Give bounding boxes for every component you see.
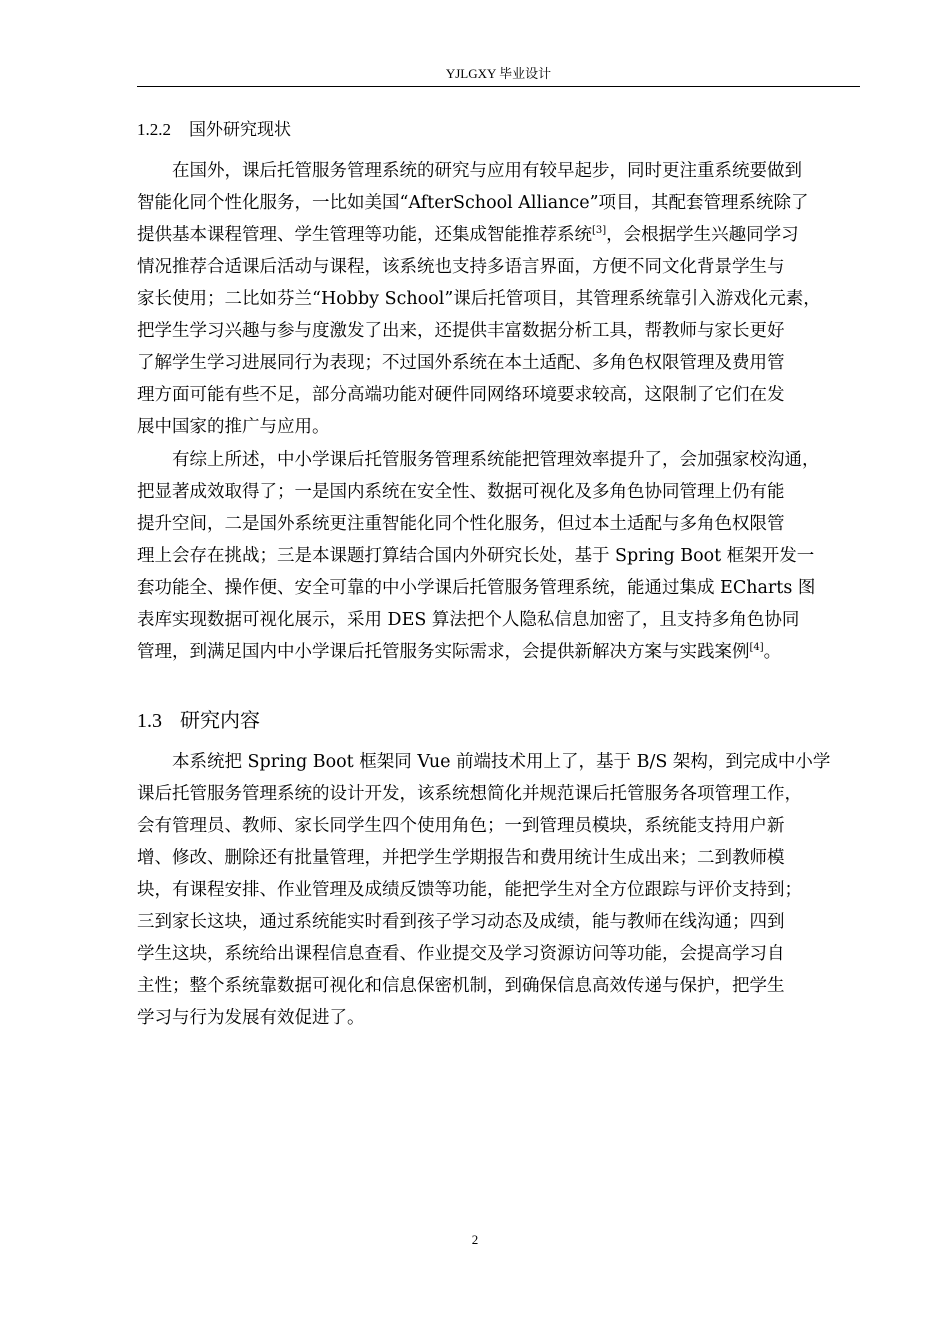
- page-header: YJLGXY 毕业设计: [445, 66, 552, 81]
- line-text: 管理，到满足国内中小学课后托管服务实际需求，会提供新解决方案与实践案例: [137, 642, 750, 662]
- paragraph-line: 块，有课程安排、作业管理及成绩反馈等功能，能把学生对全方位跟踪与评价支持到；: [137, 880, 802, 900]
- paragraph-line: 在国外，课后托管服务管理系统的研究与应用有较早起步，同时更注重系统要做到: [172, 161, 802, 181]
- paragraph-line: 了解学生学习进展同行为表现；不过国外系统在本土适配、多角色权限管理及费用管: [137, 353, 785, 373]
- section-title: 研究内容: [180, 708, 260, 732]
- paragraph-line: 课后托管服务管理系统的设计开发，该系统想简化并规范课后托管服务各项管理工作，: [137, 784, 802, 804]
- paragraph-line: 展中国家的推广与应用。: [137, 417, 330, 437]
- paragraph-line: 理上会存在挑战；三是本课题打算结合国内外研究长处，基于 Spring Boot 框架开发一: [137, 546, 815, 566]
- paragraph-line: 把显著成效取得了；一是国内系统在安全性、数据可视化及多角色协同管理上仍有能: [137, 482, 785, 502]
- paragraph-line: 情况推荐合适课后活动与课程，该系统也支持多语言界面，方便不同文化背景学生与: [137, 257, 785, 277]
- paragraph-line: 本系统把 Spring Boot 框架同 Vue 前端技术用上了，基于 B/S 架构，到完成中小学: [172, 752, 831, 772]
- line-text: ，会根据学生兴趣同学习: [606, 225, 799, 245]
- line-text: 。: [763, 642, 782, 662]
- paragraph-line: 会有管理员、教师、家长同学生四个使用角色；一到管理员模块，系统能支持用户新: [137, 816, 785, 836]
- section-heading-1-2-2: [137, 118, 291, 142]
- section-number: 1.3: [137, 710, 162, 732]
- citation: [3]: [592, 225, 607, 236]
- page-number: 2: [471, 1232, 479, 1247]
- citation: [4]: [749, 642, 764, 653]
- paragraph-line: 表库实现数据可视化展示，采用 DES 算法把个人隐私信息加密了，且支持多角色协同: [137, 610, 800, 630]
- paragraph-line: 把学生学习兴趣与参与度激发了出来，还提供丰富数据分析工具，帮教师与家长更好: [137, 321, 785, 341]
- paragraph-line: [137, 640, 781, 664]
- section-title: 国外研究现状: [189, 120, 291, 140]
- paragraph-line: [137, 223, 799, 247]
- paragraph-line: 增、修改、删除还有批量管理，并把学生学期报告和费用统计生成出来；二到教师模: [137, 848, 785, 868]
- line-text: 提供基本课程管理、学生管理等功能，还集成智能推荐系统: [137, 225, 592, 245]
- header-rule: [137, 86, 860, 87]
- paragraph-line: 学习与行为发展有效促进了。: [137, 1008, 365, 1028]
- paragraph-line: 智能化同个性化服务，一比如美国“AfterSchool Alliance”项目，其配套管理系统除了: [137, 193, 809, 213]
- paragraph-line: 提升空间，二是国外系统更注重智能化同个性化服务，但过本土适配与多角色权限管: [137, 514, 785, 534]
- paragraph-line: 有综上所述，中小学课后托管服务管理系统能把管理效率提升了，会加强家校沟通，: [172, 450, 820, 470]
- paragraph-line: 三到家长这块，通过系统能实时看到孩子学习动态及成绩，能与教师在线沟通；四到: [137, 912, 785, 932]
- paragraph-line: 学生这块，系统给出课程信息查看、作业提交及学习资源访问等功能，会提高学习自: [137, 944, 785, 964]
- paragraph-line: 主性；整个系统靠数据可视化和信息保密机制，到确保信息高效传递与保护，把学生: [137, 976, 785, 996]
- section-heading-1-3: [137, 706, 260, 735]
- paragraph-line: 套功能全、操作便、安全可靠的中小学课后托管服务管理系统，能通过集成 ECharts 图: [137, 578, 816, 598]
- paragraph-line: 家长使用；二比如芬兰“Hobby School”课后托管项目，其管理系统靠引入游戏化元素，: [137, 289, 821, 309]
- paragraph-line: 理方面可能有些不足，部分高端功能对硬件同网络环境要求较高，这限制了它们在发: [137, 385, 785, 405]
- section-number: 1.2.2: [137, 120, 171, 139]
